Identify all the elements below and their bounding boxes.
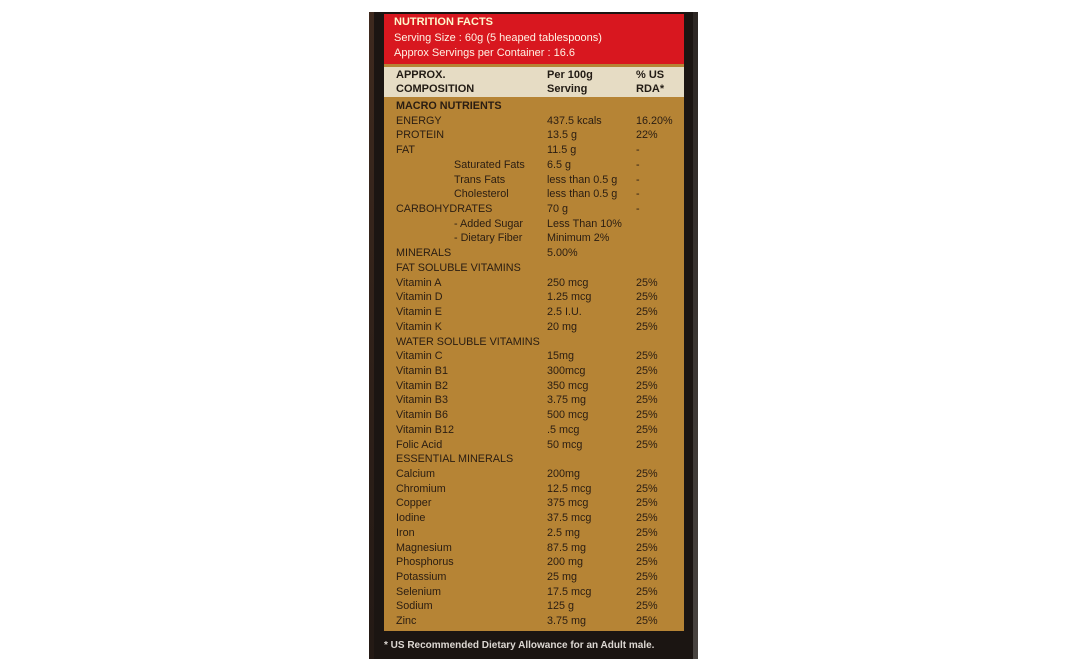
nutrient-name: - Dietary Fiber (454, 232, 523, 245)
nutrient-per100: Less Than 10% (547, 217, 622, 230)
nutrient-name: MACRO NUTRIENTS (396, 100, 502, 112)
nutrient-row (384, 364, 684, 379)
nutrient-row (384, 335, 684, 350)
nutrient-row (384, 482, 684, 497)
nutrient-per100: 2.5 I.U. (547, 306, 582, 319)
nutrient-name: Phosphorus (396, 556, 454, 569)
servings-per-container: Approx Servings per Container : 16.6 (394, 47, 575, 59)
nutrient-name: Sodium (396, 600, 433, 613)
nutrient-rda: 25% (636, 600, 658, 613)
nutrient-rda: 25% (636, 320, 658, 333)
nutrient-row (384, 423, 684, 438)
nutrient-per100: 3.75 mg (547, 394, 587, 407)
nutrient-per100: 11.5 g (547, 144, 577, 157)
nutrient-row (384, 187, 684, 202)
nutrient-row (384, 276, 684, 291)
nutrient-per100: 37.5 mcg (547, 512, 592, 525)
nutrient-rda: 25% (636, 482, 658, 495)
nutrient-per100: 50 mcg (547, 438, 583, 451)
nutrient-rda: 25% (636, 423, 658, 436)
nutrient-name: Copper (396, 497, 432, 510)
nutrient-name: WATER SOLUBLE VITAMINS (396, 335, 540, 348)
composition-header-line1: APPROX. (396, 69, 446, 81)
nutrient-per100: 87.5 mg (547, 541, 587, 554)
nutrient-row (384, 231, 684, 246)
nutrient-per100: 437.5 kcals (547, 114, 602, 127)
nutrition-facts-table (384, 14, 684, 631)
nutrient-per100: 70 g (547, 203, 569, 216)
nutrient-per100: 125 g (547, 600, 575, 613)
nutrient-name: Magnesium (396, 541, 452, 554)
nutrient-row (384, 99, 684, 114)
nutrient-name: Potassium (396, 571, 447, 583)
rda-header-line2: RDA* (636, 83, 665, 95)
nutrient-per100: 13.5 g (547, 129, 578, 142)
nutrient-name: Calcium (396, 467, 435, 480)
nutrient-name: Vitamin B6 (396, 409, 449, 422)
nutrient-name: Vitamin K (396, 320, 443, 333)
nutrient-name: ENERGY (396, 114, 442, 127)
nutrient-row (384, 114, 684, 129)
nutrient-name: Vitamin C (396, 350, 443, 363)
nutrient-name: - Added Sugar (454, 217, 524, 230)
nutrition-facts-title: NUTRITION FACTS (394, 16, 493, 28)
nutrient-per100: 350 mcg (547, 379, 589, 392)
nutrient-row (384, 320, 684, 335)
nutrient-per100: less than 0.5 g (547, 188, 618, 201)
nutrient-row (384, 585, 684, 600)
composition-header-line2: COMPOSITION (396, 83, 475, 95)
nutrient-per100: 1.25 mcg (547, 291, 592, 304)
rda-header-line1: % US (636, 69, 665, 81)
nutrient-name: Iron (396, 526, 415, 539)
nutrient-rda: - (636, 158, 640, 171)
per100-header-line2: Serving (547, 83, 588, 95)
nutrient-rda: - (636, 144, 640, 157)
nutrient-row (384, 143, 684, 158)
nutrient-rda: 25% (636, 438, 658, 451)
nutrient-row (384, 158, 684, 173)
nutrient-rda: 25% (636, 467, 658, 480)
nutrient-rda: - (636, 203, 640, 216)
nutrient-row (384, 393, 684, 408)
nutrition-label-photo (369, 12, 698, 659)
nutrient-name: FAT SOLUBLE VITAMINS (396, 261, 521, 274)
nutrient-name: Zinc (396, 615, 417, 628)
nutrient-name: Chromium (396, 482, 446, 495)
nutrient-rda: 25% (636, 350, 658, 363)
nutrient-name: MINERALS (396, 247, 452, 260)
nutrient-rda: 25% (636, 556, 658, 569)
nutrient-row (384, 202, 684, 217)
column-header-row (384, 67, 684, 97)
nutrient-row (384, 246, 684, 261)
serving-size: Serving Size : 60g (5 heaped tablespoons) (394, 32, 602, 44)
nutrient-rda: 25% (636, 409, 658, 422)
nutrient-name: Vitamin B2 (396, 379, 449, 392)
nutrient-row (384, 290, 684, 305)
nutrient-per100: 6.5 g (547, 158, 572, 171)
nutrient-name: PROTEIN (396, 129, 444, 142)
nutrient-per100: 20 mg (547, 320, 578, 333)
nutrient-name: Saturated Fats (454, 158, 525, 171)
nutrient-rda: 25% (636, 526, 658, 539)
nutrient-per100: 500 mcg (547, 409, 589, 422)
nutrient-row (384, 349, 684, 364)
nutrient-row (384, 438, 684, 453)
nutrient-rda: - (636, 173, 640, 186)
nutrient-rda: 25% (636, 512, 658, 525)
nutrient-row (384, 379, 684, 394)
nutrient-per100: 25 mg (547, 571, 578, 583)
nutrient-row (384, 452, 684, 467)
nutrient-per100: 12.5 mcg (547, 482, 592, 495)
nutrient-per100: 2.5 mg (547, 526, 581, 539)
packaging-edge-left (369, 12, 374, 659)
nutrient-name: Vitamin B3 (396, 394, 449, 407)
nutrient-name: Trans Fats (454, 173, 506, 186)
nutrient-rows (384, 99, 684, 629)
nutrient-row (384, 305, 684, 320)
nutrient-per100: 5.00% (547, 247, 578, 260)
nutrient-name: Vitamin B1 (396, 364, 449, 377)
nutrient-name: CARBOHYDRATES (396, 203, 493, 216)
nutrient-row (384, 570, 684, 585)
nutrient-per100: 17.5 mcg (547, 585, 592, 598)
packaging-edge-right (693, 12, 698, 659)
nutrient-name: Folic Acid (396, 438, 443, 451)
per100-header-line1: Per 100g (547, 69, 593, 81)
nutrient-row (384, 614, 684, 629)
nutrient-row (384, 261, 684, 276)
nutrient-name: Vitamin B12 (396, 423, 455, 436)
nutrient-name: Iodine (396, 512, 426, 525)
nutrient-row (384, 599, 684, 614)
nutrient-rda: 25% (636, 394, 658, 407)
nutrient-per100: 250 mcg (547, 276, 589, 289)
nutrient-per100: .5 mcg (547, 423, 580, 436)
nutrient-row (384, 408, 684, 423)
nutrient-per100: less than 0.5 g (547, 173, 618, 186)
nutrient-row (384, 511, 684, 526)
nutrient-rda: 25% (636, 364, 658, 377)
nutrient-row (384, 555, 684, 570)
nutrient-rda: - (636, 188, 640, 201)
nutrient-name: Selenium (396, 585, 442, 598)
nutrient-name: Cholesterol (454, 188, 509, 201)
nutrient-row (384, 128, 684, 143)
nutrient-row (384, 217, 684, 232)
nutrient-row (384, 541, 684, 556)
nutrient-rda: 25% (636, 291, 658, 304)
nutrient-rda: 25% (636, 497, 658, 510)
nutrient-name: ESSENTIAL MINERALS (396, 453, 514, 466)
nutrient-rda: 25% (636, 541, 658, 554)
nutrient-per100: 3.75 mg (547, 615, 587, 628)
nutrient-rda: 16.20% (636, 114, 673, 127)
footnote: * US Recommended Dietary Allowance for an Adult male. (384, 640, 655, 651)
nutrient-rda: 25% (636, 276, 658, 289)
nutrient-rda: 25% (636, 571, 658, 583)
nutrient-name: FAT (396, 144, 415, 157)
nutrient-per100: 15mg (547, 350, 575, 363)
nutrient-rda: 25% (636, 615, 658, 628)
nutrient-per100: 375 mcg (547, 497, 589, 510)
nutrient-row (384, 173, 684, 188)
nutrient-per100: 200mg (547, 467, 581, 480)
nutrition-facts-header (384, 14, 684, 64)
nutrient-rda: 25% (636, 379, 658, 392)
nutrient-name: Vitamin D (396, 291, 443, 304)
nutrient-per100: 200 mg (547, 556, 584, 569)
nutrient-name: Vitamin E (396, 306, 443, 319)
nutrient-row (384, 526, 684, 541)
nutrient-rda: 25% (636, 585, 658, 598)
nutrient-per100: Minimum 2% (547, 232, 610, 245)
nutrient-per100: 300mcg (547, 364, 586, 377)
nutrient-rda: 25% (636, 306, 658, 319)
nutrient-row (384, 467, 684, 482)
nutrient-rda: 22% (636, 129, 658, 142)
nutrient-name: Vitamin A (396, 276, 442, 289)
nutrient-row (384, 496, 684, 511)
